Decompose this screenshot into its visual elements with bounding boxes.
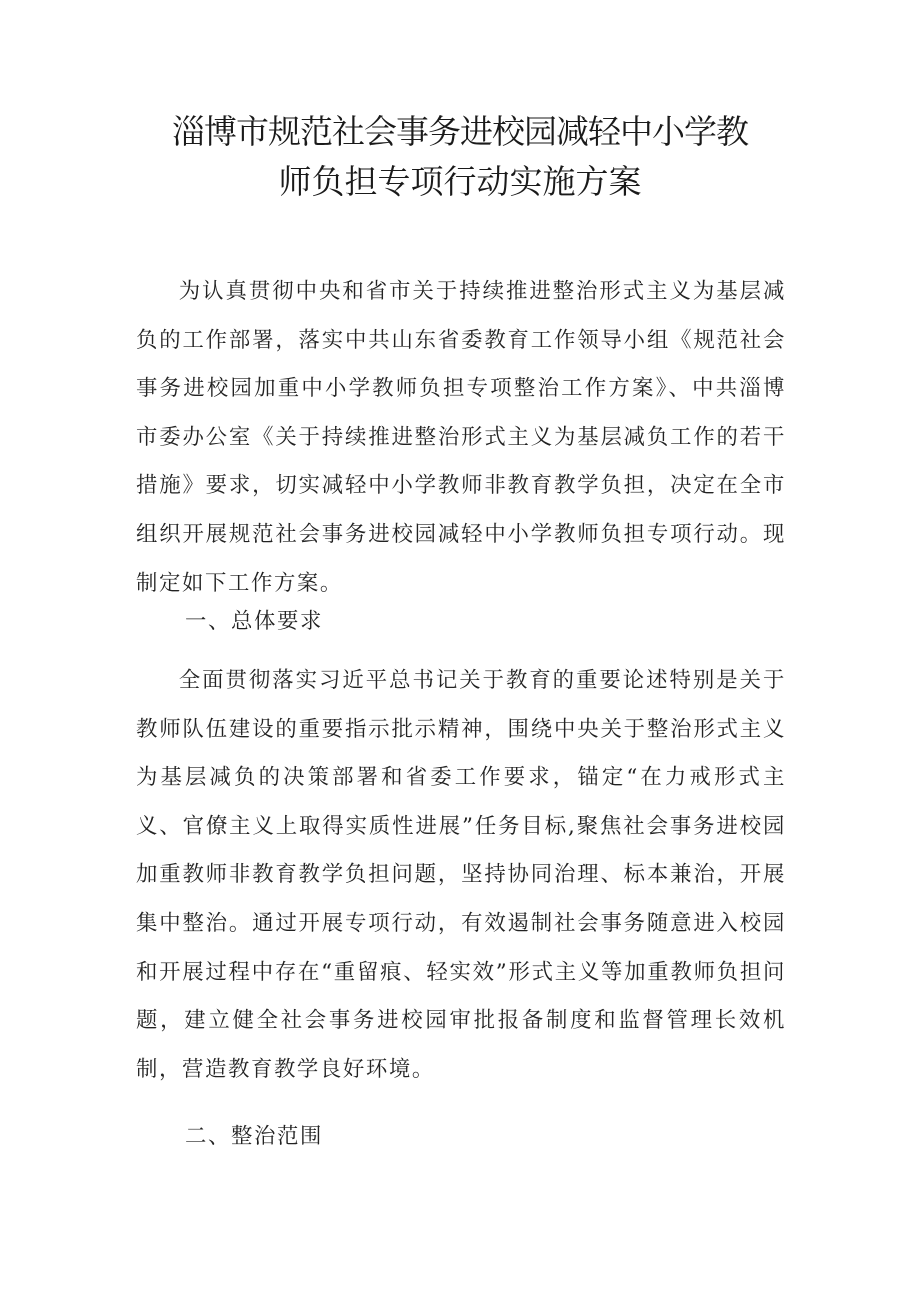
document-title-line-1: 淄博市规范社会事务进校园减轻中小学教	[172, 112, 748, 151]
document-title-line-2: 师负担专项行动实施方案	[278, 162, 642, 201]
section-1-heading: 一、总体要求	[185, 609, 323, 634]
section-2-heading: 二、整治范围	[185, 1124, 323, 1149]
intro-paragraph: 为认真贯彻中央和省市关于持续推进整治形式主义为基层减负的工作部署，落实中共山东省委教育工作领导小组《规范社会事务进校园加重中小学教师负担专项整治工作方案》、中共淄博市委办公室《关于持续推进整治形式主义为基层减负工作的若干措施》要求，切实减轻中小学教师非教育教学负担，决定在全市组织开展规范社会事务进校园减轻中小学教师负担专项行动。现制定如下工作方案。	[136, 279, 786, 596]
section-1-paragraph: 全面贯彻落实习近平总书记关于教育的重要论述特别是关于教师队伍建设的重要指示批示精神，围绕中央关于整治形式主义为基层减负的决策部署和省委工作要求，锚定“在力戒形式主义、官僚主义上取得实质性进展”任务目标,聚焦社会事务进校园加重教师非教育教学负担问题，坚持协同治理、标本兼治，开展集中整治。通过开展专项行动，有效遏制社会事务随意进入校园和开展过程中存在“重留痕、轻实效”形式主义等加重教师负担问题，建立健全社会事务进校园审批报备制度和监督管理长效机制，营造教育教学良好环境。	[136, 668, 786, 1082]
